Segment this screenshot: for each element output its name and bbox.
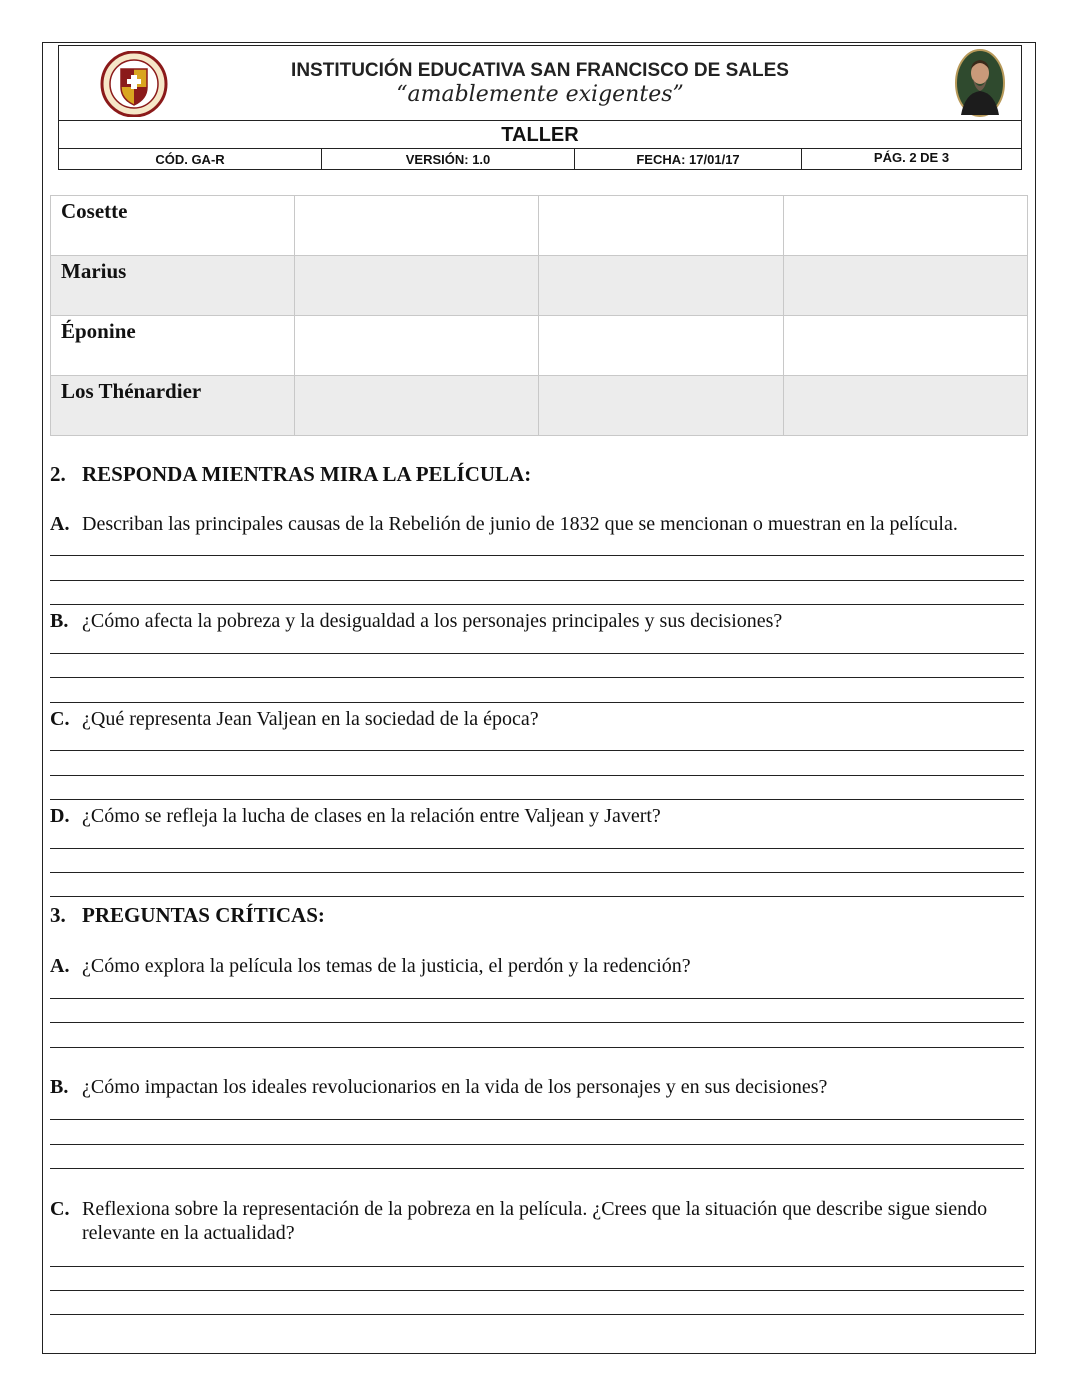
section-title: RESPONDA MIENTRAS MIRA LA PELÍCULA: bbox=[82, 462, 532, 486]
answer-line[interactable] bbox=[50, 677, 1024, 678]
table-cell bbox=[783, 376, 1027, 436]
answer-line[interactable] bbox=[50, 1290, 1024, 1291]
question-label: C. bbox=[50, 708, 70, 730]
question-text: Describan las principales causas de la Rebelión de junio de 1832 que se mencionan o muestran en la película. bbox=[82, 513, 958, 535]
answer-line[interactable] bbox=[50, 1314, 1024, 1315]
answer-line[interactable] bbox=[50, 896, 1024, 897]
table-cell bbox=[539, 256, 783, 316]
table-cell bbox=[539, 376, 783, 436]
saint-portrait-image bbox=[955, 49, 1005, 117]
question-label: C. bbox=[50, 1198, 70, 1220]
question-3c bbox=[50, 1197, 1020, 1245]
table-cell bbox=[294, 316, 538, 376]
answer-line[interactable] bbox=[50, 775, 1024, 776]
question-label: B. bbox=[50, 610, 69, 632]
answer-line[interactable] bbox=[50, 604, 1024, 605]
answer-line[interactable] bbox=[50, 580, 1024, 581]
question-text: ¿Cómo explora la película los temas de la justicia, el perdón y la redención? bbox=[82, 955, 691, 977]
section-number: 2. bbox=[50, 462, 66, 486]
answer-line[interactable] bbox=[50, 848, 1024, 849]
table-cell bbox=[294, 256, 538, 316]
document-type: TALLER bbox=[59, 121, 1021, 149]
section-3-heading bbox=[50, 903, 325, 928]
answer-line[interactable] bbox=[50, 872, 1024, 873]
table-cell bbox=[294, 376, 538, 436]
institution-name: INSTITUCIÓN EDUCATIVA SAN FRANCISCO DE SALES bbox=[291, 60, 789, 81]
character-name: Cosette bbox=[51, 196, 295, 256]
table-row bbox=[51, 196, 1028, 256]
table-cell bbox=[783, 316, 1027, 376]
question-3a bbox=[50, 954, 1020, 978]
question-2b bbox=[50, 609, 1020, 633]
character-name: Marius bbox=[51, 256, 295, 316]
section-title: PREGUNTAS CRÍTICAS: bbox=[82, 903, 325, 927]
table-cell bbox=[783, 256, 1027, 316]
header-meta-row bbox=[59, 149, 1021, 169]
character-name: Éponine bbox=[51, 316, 295, 376]
question-text: ¿Qué representa Jean Valjean en la sociedad de la época? bbox=[82, 708, 539, 730]
question-text: ¿Cómo se refleja la lucha de clases en la relación entre Valjean y Javert? bbox=[82, 805, 661, 827]
answer-line[interactable] bbox=[50, 998, 1024, 999]
answer-line[interactable] bbox=[50, 1266, 1024, 1267]
answer-line[interactable] bbox=[50, 1119, 1024, 1120]
institution-motto: “amablemente exigentes” bbox=[396, 82, 684, 107]
question-label: B. bbox=[50, 1076, 69, 1098]
question-2a bbox=[50, 512, 1020, 536]
character-name: Los Thénardier bbox=[51, 376, 295, 436]
question-text: ¿Cómo afecta la pobreza y la desigualdad a los personajes principales y sus decisiones? bbox=[82, 610, 783, 632]
answer-line[interactable] bbox=[50, 799, 1024, 800]
header-top bbox=[59, 46, 1021, 121]
table-row bbox=[51, 256, 1028, 316]
page-number: PÁG. 2 DE 3 bbox=[873, 150, 950, 165]
question-3b bbox=[50, 1075, 1020, 1099]
table-row bbox=[51, 376, 1028, 436]
document-header bbox=[58, 45, 1022, 170]
section-number: 3. bbox=[50, 903, 66, 927]
document-date: FECHA: 17/01/17 bbox=[575, 149, 802, 169]
table-cell bbox=[539, 196, 783, 256]
answer-line[interactable] bbox=[50, 1168, 1024, 1169]
table-row bbox=[51, 316, 1028, 376]
answer-line[interactable] bbox=[50, 1144, 1024, 1145]
table-cell bbox=[539, 316, 783, 376]
answer-line[interactable] bbox=[50, 750, 1024, 751]
answer-line[interactable] bbox=[50, 653, 1024, 654]
characters-table bbox=[50, 195, 1028, 436]
document-code: CÓD. GA-R bbox=[59, 149, 322, 169]
question-2c bbox=[50, 707, 1020, 731]
answer-line[interactable] bbox=[50, 702, 1024, 703]
question-label: D. bbox=[50, 805, 70, 827]
section-2-heading bbox=[50, 462, 531, 487]
question-text: ¿Cómo impactan los ideales revolucionarios en la vida de los personajes y en sus decisiones? bbox=[82, 1076, 828, 1098]
answer-line[interactable] bbox=[50, 1047, 1024, 1048]
answer-line[interactable] bbox=[50, 1022, 1024, 1023]
answer-line[interactable] bbox=[50, 555, 1024, 556]
question-text: Reflexiona sobre la representación de la pobreza en la película. ¿Crees que la situación que describe sigue siendo relevante en la actualidad? bbox=[82, 1198, 988, 1244]
table-cell bbox=[294, 196, 538, 256]
table-cell bbox=[783, 196, 1027, 256]
question-label: A. bbox=[50, 513, 70, 535]
document-version: VERSIÓN: 1.0 bbox=[322, 149, 575, 169]
question-2d bbox=[50, 804, 1020, 828]
question-label: A. bbox=[50, 955, 70, 977]
